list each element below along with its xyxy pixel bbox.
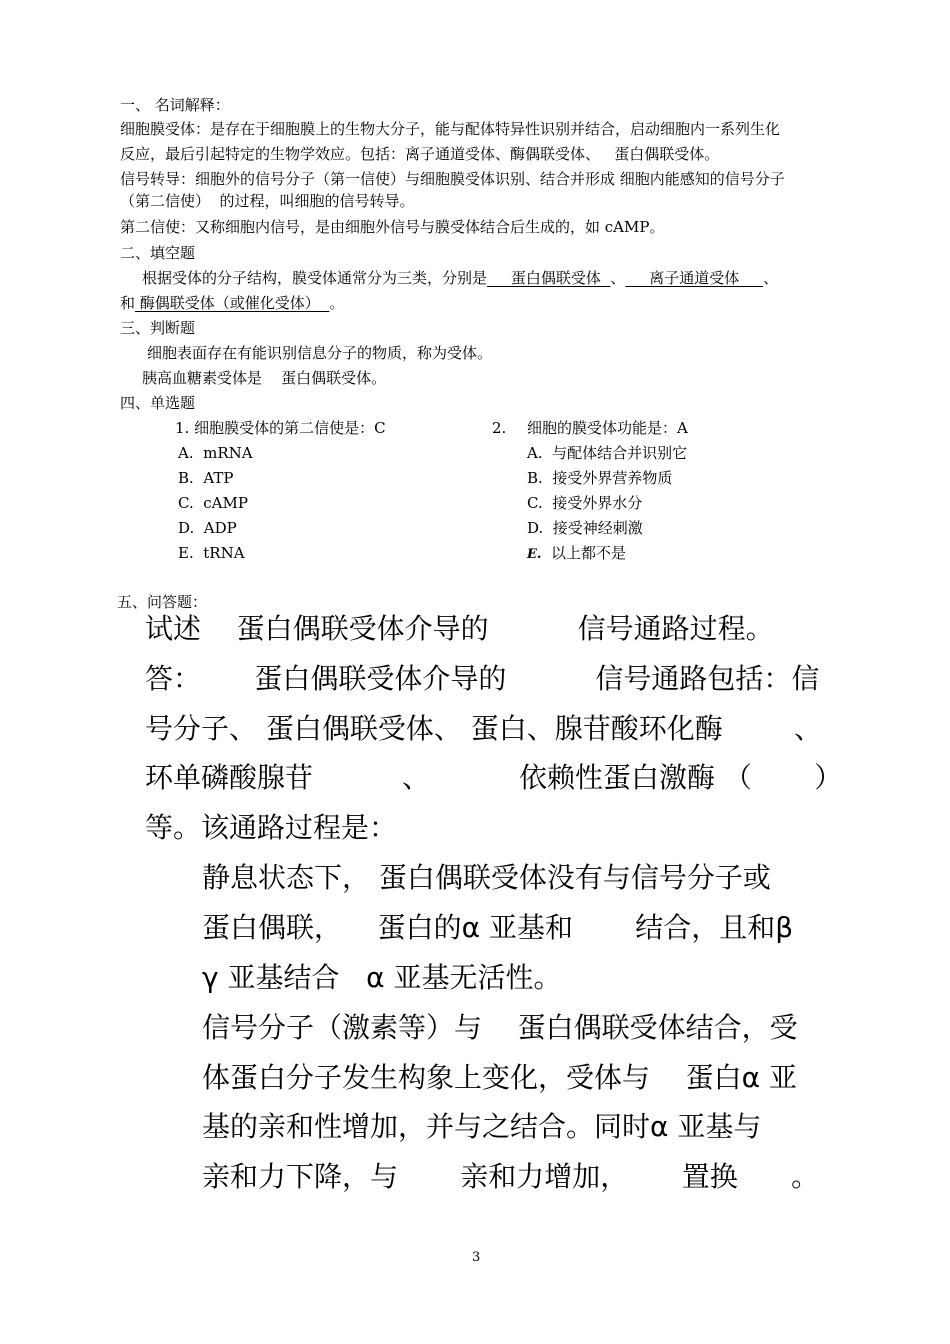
essay-answer-line7: γ 亚基结合 α 亚基无活性。 [202, 961, 562, 994]
mcq-2-option-c: C. 接受外界水分 [527, 494, 643, 512]
essay-answer-line3: 环单磷酸腺苷 、 依赖性蛋白激酶 （ ） [145, 761, 843, 794]
section-2-title: 二、填空题 [120, 244, 196, 262]
mcq-2-option-b: B. 接受外界营养物质 [527, 469, 673, 487]
fill-blank-line1 [142, 268, 778, 288]
judgment-question-2: 胰高血糖素受体是 蛋白偶联受体。 [142, 369, 387, 387]
fill-blank-answer-3: 酶偶联受体（或催化受体） [135, 294, 330, 312]
essay-answer-line9: 体蛋白分子发生构象上变化，受体与 蛋白α 亚 [202, 1061, 797, 1094]
mcq-2-stem: 细胞的膜受体功能是：A [527, 419, 688, 437]
fill-blank-separator: 、 [763, 269, 779, 287]
mcq-1-option-e: E. tRNA [178, 544, 245, 562]
fill-blank-line2 [120, 293, 344, 313]
judgment-question-1: 细胞表面存在有能识别信息分子的物质，称为受体。 [147, 344, 493, 362]
mcq-1-option-c: C. cAMP [178, 494, 248, 512]
mcq-2-number: 2. [492, 419, 507, 437]
section-4-title: 四、单选题 [120, 394, 196, 412]
mcq-2-option-e [527, 543, 626, 565]
definition-membrane-receptor-line2: 反应，最后引起特定的生物学效应。包括：离子通道受体、酶偶联受体、 蛋白偶联受体。 [120, 145, 720, 163]
essay-answer-line5: 静息状态下， 蛋白偶联受体没有与信号分子或 [202, 861, 771, 894]
definition-membrane-receptor-line1: 细胞膜受体：是存在于细胞膜上的生物大分子，能与配体特异性识别并结合，启动细胞内一系列生化 [120, 120, 781, 138]
section-3-title: 三、判断题 [120, 319, 196, 337]
essay-answer-line8: 信号分子（激素等）与 蛋白偶联受体结合，受 [202, 1011, 798, 1044]
mcq-2-option-a: A. 与配体结合并识别它 [527, 444, 688, 462]
page-number: 3 [472, 1250, 481, 1265]
definition-signal-transduction-line2: （第二信使） 的过程，叫细胞的信号转导。 [120, 192, 415, 210]
essay-answer-line6: 蛋白偶联， 蛋白的α 亚基和 结合，且和β [202, 911, 794, 944]
essay-question: 试述 蛋白偶联受体介导的 信号通路过程。 [145, 612, 774, 645]
mcq-2-option-e-letter: E. [527, 547, 542, 562]
fill-blank-prefix: 根据受体的分子结构，膜受体通常分为三类，分别是 [142, 269, 488, 287]
section-1-title: 一、 名词解释： [120, 96, 230, 114]
fill-blank-answer-2: 离子通道受体 [625, 269, 764, 287]
definition-second-messenger: 第二信使：又称细胞内信号，是由细胞外信号与膜受体结合后生成的，如 cAMP。 [120, 218, 665, 236]
mcq-1-stem: 1. 细胞膜受体的第二信使是：C [175, 419, 386, 437]
mcq-1-option-b: B. ATP [178, 469, 234, 487]
essay-answer-line11: 亲和力下降，与 亲和力增加， 置换 。 [202, 1160, 820, 1193]
mcq-2-option-d: D. 接受神经刺激 [527, 519, 643, 537]
essay-answer-line4: 等。该通路过程是： [145, 811, 398, 844]
section-5-title: 五、问答题： [117, 593, 208, 611]
fill-blank-prefix-2: 和 [120, 294, 136, 312]
fill-blank-separator: 、 [610, 269, 626, 287]
mcq-2-option-e-text: 以上都不是 [550, 544, 626, 562]
essay-answer-line1: 答： 蛋白偶联受体介导的 信号通路包括：信 [145, 662, 820, 695]
essay-answer-line2: 号分子、 蛋白偶联受体、 蛋白、腺苷酸环化酶 、 [145, 712, 823, 745]
fill-blank-answer-1: 蛋白偶联受体 [487, 269, 611, 287]
mcq-1-option-d: D. ADP [178, 519, 237, 537]
mcq-1-option-a: A. mRNA [178, 444, 253, 462]
definition-signal-transduction-line1: 信号转导：细胞外的信号分子（第一信使）与细胞膜受体识别、结合并形成 细胞内能感知的信号分子 [120, 170, 785, 188]
fill-blank-end: 。 [329, 294, 345, 312]
essay-answer-line10: 基的亲和性增加，并与之结合。同时α 亚基与 [202, 1110, 762, 1143]
